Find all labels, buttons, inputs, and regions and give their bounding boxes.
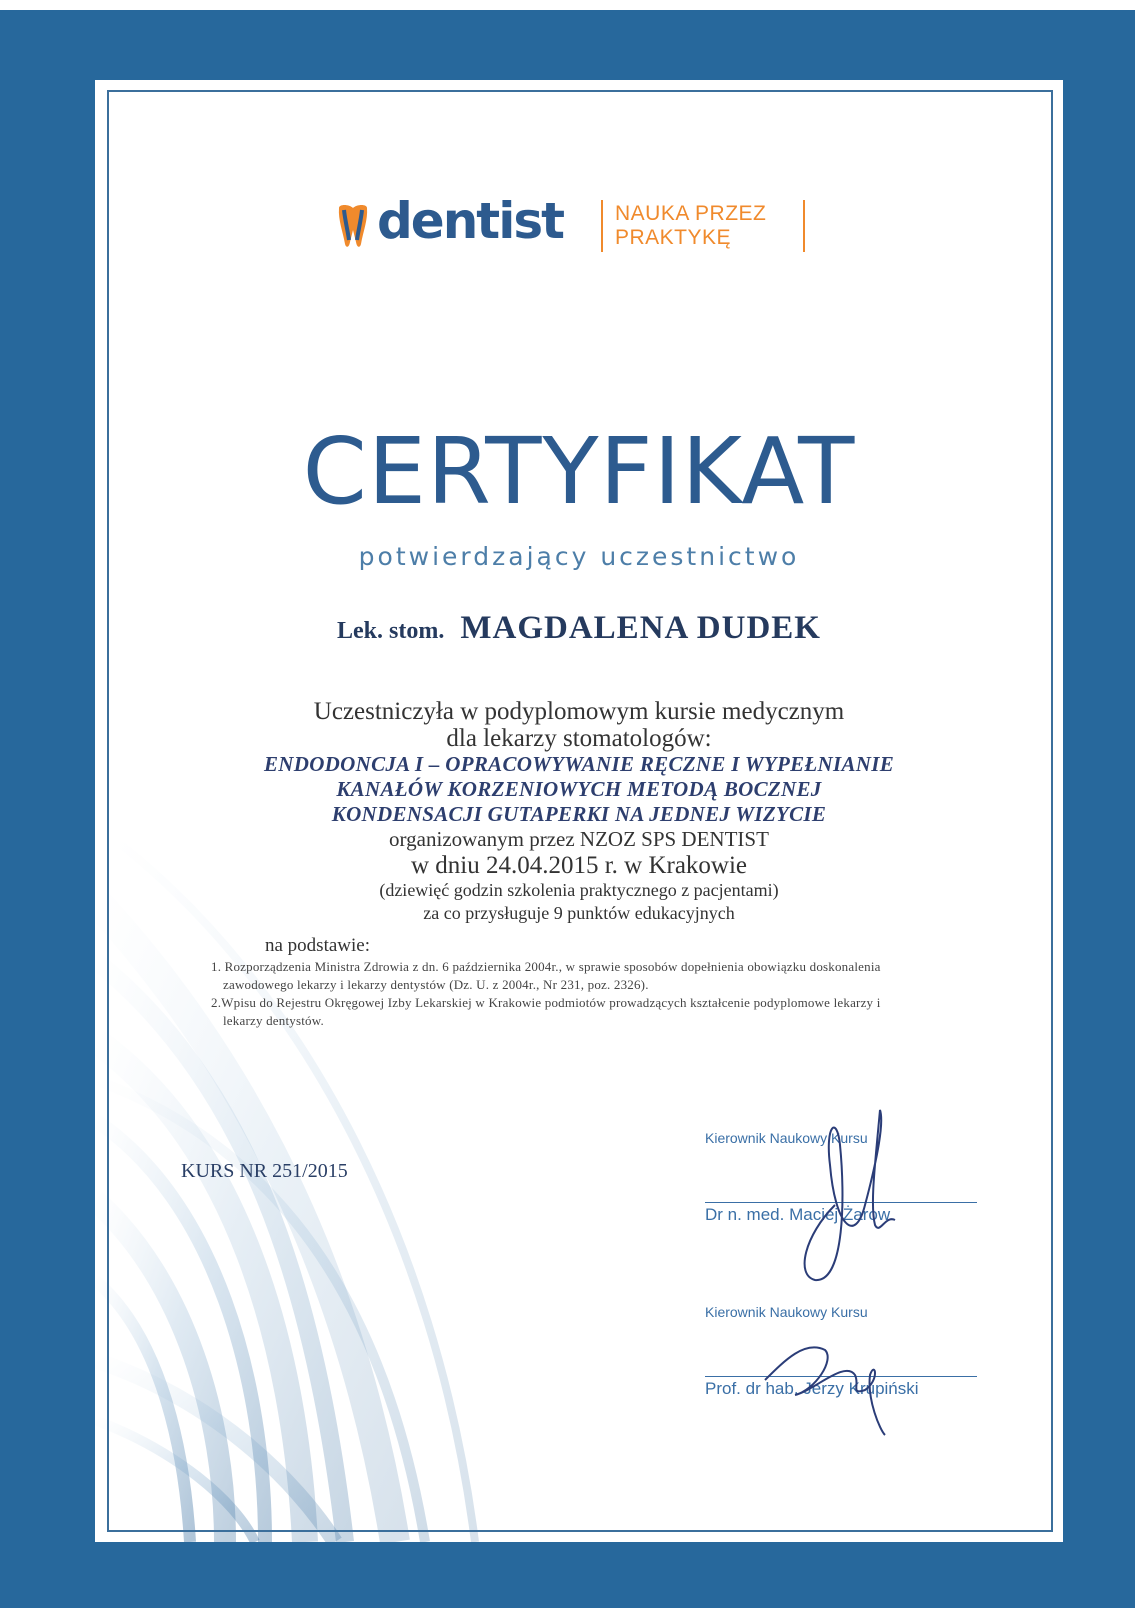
- logo-divider: [803, 200, 805, 252]
- signature-role: Kierownik Naukowy Kursu: [705, 1130, 868, 1146]
- tagline-line: PRAKTYKĘ: [615, 226, 732, 249]
- tagline-line: NAUKA PRZEZ: [615, 202, 767, 225]
- signature-scribble-1: [785, 1105, 905, 1285]
- tooth-icon: [335, 202, 371, 248]
- basis-label: na podstawie:: [265, 935, 371, 956]
- signature-name: Dr n. med. Maciej Żarow: [705, 1205, 891, 1224]
- certificate-title: CERTYFIKAT: [302, 418, 856, 525]
- certificate-paper: [95, 80, 1063, 1542]
- logo-divider: [601, 200, 603, 252]
- certificate-subtitle: potwierdzający uczestnictwo: [358, 542, 800, 571]
- basis-item: 2.Wpisu do Rejestru Okręgowej Izby Lekarskiej w Krakowie podmiotów prowadzących kształcenie podyplomowe lekarzy i lekarzy dentystów.: [211, 995, 881, 1028]
- signature-name: Prof. dr hab. Jerzy Krupiński: [705, 1379, 919, 1398]
- organizer-line: organizowanym przez NZOZ SPS DENTIST: [389, 827, 769, 851]
- body-line: Uczestniczyła w podyplomowym kursie medycznym: [313, 698, 845, 725]
- body-line: dla lekarzy stomatologów:: [446, 725, 712, 752]
- signature-scribble-2: [755, 1320, 915, 1440]
- basis-list: [211, 958, 911, 1030]
- date-place-line: w dniu 24.04.2015 r. w Krakowie: [410, 852, 748, 879]
- recipient: [95, 610, 1063, 647]
- basis-item: 1. Rozporządzenia Ministra Zdrowia z dn. 6 października 2004r., w sprawie sposobów dopełnienia obowiązku doskonalenia zawodowego lekarzy i lekarzy dentystów (Dz. U. z 2004r., Nr 231, poz. 2326).: [211, 959, 881, 992]
- logo-tagline: [615, 202, 766, 250]
- hours-line: (dziewięć godzin szkolenia praktycznego z pacjentami): [379, 880, 779, 900]
- course-number: KURS NR 251/2015: [181, 1160, 348, 1182]
- certificate-body: [95, 698, 1063, 925]
- signature-role: Kierownik Naukowy Kursu: [705, 1304, 868, 1320]
- recipient-name: MAGDALENA DUDEK: [460, 610, 821, 646]
- logo-wordmark: dentist: [377, 192, 563, 250]
- points-line: za co przysługuje 9 punktów edukacyjnych: [423, 903, 735, 923]
- dentist-logo: [335, 192, 815, 258]
- course-title-line: KONDENSACJI GUTAPERKI NA JEDNEJ WIZYCIE: [331, 802, 827, 826]
- course-title-line: ENDODONCJA I – OPRACOWYWANIE RĘCZNE I WYPEŁNIANIE: [263, 752, 895, 776]
- course-title-line: KANAŁÓW KORZENIOWYCH METODĄ BOCZNEJ: [336, 777, 822, 801]
- recipient-prefix: Lek. stom.: [337, 618, 445, 644]
